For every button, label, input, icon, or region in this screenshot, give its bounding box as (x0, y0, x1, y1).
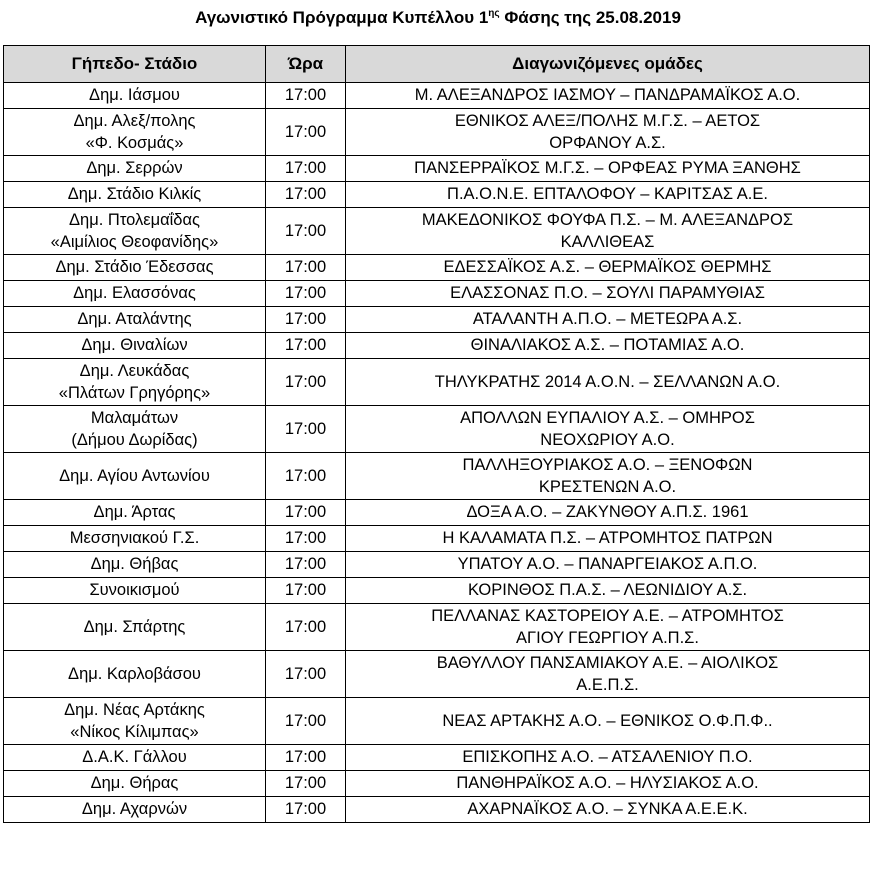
time-cell: 17:00 (266, 109, 346, 156)
time-cell: 17:00 (266, 208, 346, 255)
teams-cell-line: ΑΓΙΟΥ ΓΕΩΡΓΙΟΥ Α.Π.Σ. (516, 629, 699, 647)
header-time: Ώρα (266, 46, 346, 83)
time-cell: 17:00 (266, 83, 346, 109)
stadium-cell-line: Δημ. Θήβας (90, 555, 179, 574)
teams-cell-line: ΕΛΑΣΣΟΝΑΣ Π.Ο. – ΣΟΥΛΙ ΠΑΡΑΜΥΘΙΑΣ (450, 284, 765, 303)
teams-cell-line: ΤΗΛΥΚΡΑΤΗΣ 2014 Α.Ο.Ν. – ΣΕΛΛΑΝΩΝ Α.Ο. (434, 372, 781, 391)
stadium-cell-line: Δημ. Αχαρνών (81, 800, 188, 819)
stadium-cell-line: Δημ. Καρλοβάσου (68, 664, 201, 683)
teams-cell (346, 182, 870, 208)
teams-cell-line: ΑΧΑΡΝΑΪΚΟΣ Α.Ο. – ΣΥΝΚΑ Α.Ε.Ε.Κ. (467, 800, 748, 819)
teams-cell (346, 255, 870, 281)
teams-cell (346, 359, 870, 406)
stadium-cell-line: Δημ. Στάδιο Κιλκίς (67, 185, 202, 204)
stadium-cell (4, 745, 266, 771)
table-row (4, 526, 870, 552)
stadium-cell (4, 604, 266, 651)
stadium-cell-line: «Πλάτων Γρηγόρης» (58, 384, 211, 402)
teams-cell-line: ΠΑΝΣΕΡΡΑΪΚΟΣ Μ.Γ.Σ. – ΟΡΦΕΑΣ ΡΥΜΑ ΞΑΝΘΗΣ (414, 159, 801, 178)
table-row (4, 771, 870, 797)
time-cell: 17:00 (266, 359, 346, 406)
stadium-cell (4, 771, 266, 797)
teams-cell-line: ΠΑΛΛΗΞΟΥΡΙΑΚΟΣ Α.Ο. – ΞΕΝΟΦΩΝ (462, 455, 753, 474)
teams-cell-line: ΚΑΛΛΙΘΕΑΣ (560, 233, 655, 251)
teams-cell (346, 83, 870, 109)
teams-cell-line: ΠΕΛΛΑΝΑΣ ΚΑΣΤΟΡΕΙΟΥ Α.Ε. – ΑΤΡΟΜΗΤΟΣ (431, 606, 784, 625)
table-row (4, 578, 870, 604)
time-cell: 17:00 (266, 281, 346, 307)
stadium-cell-line: Δημ. Αλεξ/πολης (73, 111, 196, 130)
teams-cell (346, 109, 870, 156)
teams-cell-line: ΕΘΝΙΚΟΣ ΑΛΕΞ/ΠΟΛΗΣ Μ.Γ.Σ. – ΑΕΤΟΣ (454, 111, 761, 130)
teams-cell-line: ΚΟΡΙΝΘΟΣ Π.Α.Σ. – ΛΕΩΝΙΔΙΟΥ Α.Σ. (467, 581, 748, 600)
header-row (4, 46, 870, 83)
time-cell: 17:00 (266, 771, 346, 797)
table-row (4, 359, 870, 406)
teams-cell (346, 281, 870, 307)
teams-cell (346, 745, 870, 771)
teams-cell-line: Π.Α.Ο.Ν.Ε. ΕΠΤΑΛΟΦΟΥ – ΚΑΡΙΤΣΑΣ Α.Ε. (447, 185, 768, 204)
table-row (4, 698, 870, 745)
stadium-cell (4, 83, 266, 109)
stadium-cell-line: Δημ. Άρτας (93, 503, 176, 522)
stadium-cell (4, 359, 266, 406)
teams-cell (346, 698, 870, 745)
stadium-cell (4, 578, 266, 604)
time-cell: 17:00 (266, 255, 346, 281)
time-cell: 17:00 (266, 333, 346, 359)
teams-cell (346, 578, 870, 604)
stadium-cell (4, 797, 266, 823)
table-row (4, 307, 870, 333)
table-row (4, 797, 870, 823)
stadium-cell (4, 698, 266, 745)
title-superscript: ης (488, 8, 500, 19)
stadium-cell-line: Δημ. Στάδιο Έδεσσας (55, 258, 214, 277)
stadium-cell-line: Μαλαμάτων (90, 408, 179, 427)
teams-cell-line: ΟΡΦΑΝΟΥ Α.Σ. (549, 134, 666, 152)
teams-cell (346, 453, 870, 500)
stadium-cell-line: Δημ. Σερρών (86, 159, 183, 178)
table-row (4, 281, 870, 307)
stadium-cell (4, 500, 266, 526)
stadium-cell-line: Δημ. Λευκάδας (79, 361, 190, 380)
time-cell: 17:00 (266, 406, 346, 453)
page-title (0, 2, 876, 30)
stadium-cell-line: (Δήμου Δωρίδας) (71, 431, 198, 449)
title-rest: Φάσης της 25.08.2019 (499, 8, 681, 27)
time-cell: 17:00 (266, 651, 346, 698)
teams-cell (346, 552, 870, 578)
table-row (4, 208, 870, 255)
stadium-cell-line: «Φ. Κοσμάς» (85, 134, 184, 152)
schedule-table (3, 45, 870, 823)
teams-cell-line: Α.Ε.Π.Σ. (576, 676, 639, 694)
header-teams: Διαγωνιζόμενες ομάδες (346, 46, 870, 83)
teams-cell-line: ΝΕΑΣ ΑΡΤΑΚΗΣ Α.Ο. – ΕΘΝΙΚΟΣ Ο.Φ.Π.Φ.. (442, 711, 773, 730)
time-cell: 17:00 (266, 156, 346, 182)
teams-cell-line: Μ. ΑΛΕΞΑΝΔΡΟΣ ΙΑΣΜΟΥ – ΠΑΝΔΡΑΜΑΪΚΟΣ Α.Ο. (414, 86, 801, 105)
stadium-cell-line: Δημ. Ελασσόνας (73, 284, 196, 303)
time-cell: 17:00 (266, 698, 346, 745)
teams-cell-line: ΝΕΟΧΩΡΙΟΥ Α.Ο. (540, 431, 675, 449)
stadium-cell (4, 651, 266, 698)
teams-cell-line: ΒΑΘΥΛΛΟΥ ΠΑΝΣΑΜΙΑΚΟΥ Α.Ε. – ΑΙΟΛΙΚΟΣ (436, 653, 779, 672)
table-row (4, 83, 870, 109)
stadium-cell-line: Μεσσηνιακού Γ.Σ. (69, 529, 200, 548)
time-cell: 17:00 (266, 453, 346, 500)
time-cell: 17:00 (266, 578, 346, 604)
table-row (4, 109, 870, 156)
time-cell: 17:00 (266, 500, 346, 526)
stadium-cell-line: Δημ. Αταλάντης (77, 310, 192, 329)
teams-cell (346, 406, 870, 453)
teams-cell (346, 156, 870, 182)
table-row (4, 182, 870, 208)
table-row (4, 745, 870, 771)
stadium-cell (4, 208, 266, 255)
table-row (4, 651, 870, 698)
table-row (4, 255, 870, 281)
stadium-cell-line: Δημ. Ιάσμου (89, 86, 180, 105)
teams-cell (346, 333, 870, 359)
teams-cell-line: ΕΠΙΣΚΟΠΗΣ Α.Ο. – ΑΤΣΑΛΕΝΙΟΥ Π.Ο. (462, 748, 753, 767)
teams-cell (346, 526, 870, 552)
stadium-cell-line: Δημ. Αγίου Αντωνίου (59, 466, 210, 485)
teams-cell-line: ΥΠΑΤΟΥ Α.Ο. – ΠΑΝΑΡΓΕΙΑΚΟΣ Α.Π.Ο. (457, 555, 758, 574)
teams-cell-line: ΜΑΚΕΔΟΝΙΚΟΣ ΦΟΥΦΑ Π.Σ. – Μ. ΑΛΕΞΑΝΔΡΟΣ (421, 210, 794, 229)
stadium-cell-line: «Αιμίλιος Θεοφανίδης» (50, 233, 219, 251)
stadium-cell (4, 333, 266, 359)
stadium-cell-line: «Νίκος Κίλιμπας» (70, 723, 199, 741)
stadium-cell (4, 552, 266, 578)
teams-cell-line: ΠΑΝΘΗΡΑΪΚΟΣ Α.Ο. – ΗΛΥΣΙΑΚΟΣ Α.Ο. (456, 774, 759, 793)
teams-cell-line: ΚΡΕΣΤΕΝΩΝ Α.Ο. (538, 478, 677, 496)
teams-cell-line: ΑΤΑΛΑΝΤΗ Α.Π.Ο. – ΜΕΤΕΩΡΑ Α.Σ. (472, 310, 743, 329)
teams-cell (346, 208, 870, 255)
stadium-cell (4, 156, 266, 182)
stadium-cell-line: Δημ. Θήρας (90, 774, 179, 793)
stadium-cell (4, 307, 266, 333)
stadium-cell (4, 109, 266, 156)
teams-cell (346, 651, 870, 698)
stadium-cell-line: Δημ. Πτολεμαΐδας (69, 210, 200, 229)
stadium-cell (4, 453, 266, 500)
time-cell: 17:00 (266, 552, 346, 578)
header-stadium: Γήπεδο- Στάδιο (4, 46, 266, 83)
stadium-cell-line: Συνοικισμού (89, 581, 180, 600)
time-cell: 17:00 (266, 604, 346, 651)
stadium-cell-line: Δ.Α.Κ. Γάλλου (82, 748, 187, 767)
teams-cell-line: ΑΠΟΛΛΩΝ ΕΥΠΑΛΙΟΥ Α.Σ. – ΟΜΗΡΟΣ (460, 408, 755, 427)
teams-cell (346, 604, 870, 651)
table-row (4, 552, 870, 578)
table-row (4, 604, 870, 651)
stadium-cell (4, 255, 266, 281)
time-cell: 17:00 (266, 745, 346, 771)
time-cell: 17:00 (266, 526, 346, 552)
table-row (4, 156, 870, 182)
title-main: Αγωνιστικό Πρόγραμμα Κυπέλλου 1 (195, 8, 489, 27)
table-row (4, 406, 870, 453)
teams-cell (346, 500, 870, 526)
stadium-cell-line: Δημ. Θιναλίων (81, 336, 188, 355)
table-row (4, 500, 870, 526)
teams-cell-line: ΔΟΞΑ Α.Ο. – ΖΑΚΥΝΘΟΥ Α.Π.Σ. 1961 (466, 503, 749, 522)
teams-cell-line: ΕΔΕΣΣΑΪΚΟΣ Α.Σ. – ΘΕΡΜΑΪΚΟΣ ΘΕΡΜΗΣ (443, 258, 772, 277)
table-row (4, 333, 870, 359)
teams-cell (346, 771, 870, 797)
stadium-cell (4, 281, 266, 307)
stadium-cell (4, 182, 266, 208)
stadium-cell (4, 526, 266, 552)
time-cell: 17:00 (266, 307, 346, 333)
teams-cell (346, 307, 870, 333)
teams-cell-line: ΘΙΝΑΛΙΑΚΟΣ Α.Σ. – ΠΟΤΑΜΙΑΣ Α.Ο. (470, 336, 745, 355)
stadium-cell-line: Δημ. Νέας Αρτάκης (64, 700, 205, 719)
teams-cell (346, 797, 870, 823)
stadium-cell-line: Δημ. Σπάρτης (83, 617, 186, 636)
teams-cell-line: Η ΚΑΛΑΜΑΤΑ Π.Σ. – ΑΤΡΟΜΗΤΟΣ ΠΑΤΡΩΝ (442, 529, 773, 548)
time-cell: 17:00 (266, 797, 346, 823)
time-cell: 17:00 (266, 182, 346, 208)
table-row (4, 453, 870, 500)
stadium-cell (4, 406, 266, 453)
